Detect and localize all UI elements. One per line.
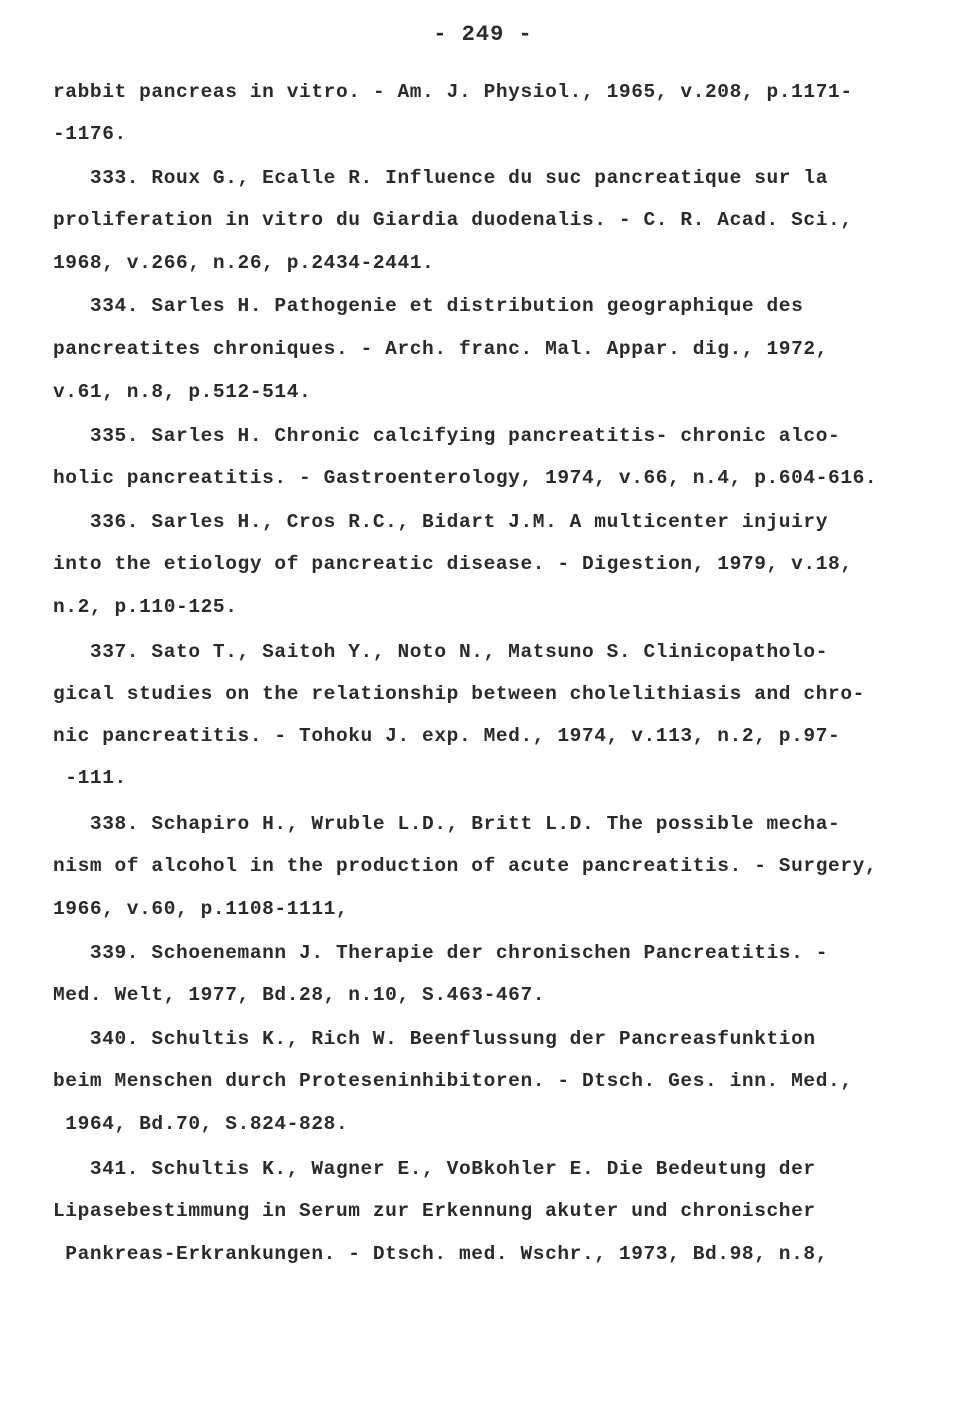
text-line: 1966, v.60, p.1108-1111, bbox=[53, 898, 349, 920]
text-line: into the etiology of pancreatic disease. - Digestion, 1979, v.18, bbox=[53, 553, 853, 575]
text-line: Pankreas-Erkrankungen. - Dtsch. med. Wschr., 1973, Bd.98, n.8, bbox=[53, 1243, 829, 1265]
text-line: 1964, Bd.70, S.824-828. bbox=[53, 1113, 349, 1135]
text-line: Med. Welt, 1977, Bd.28, n.10, S.463-467. bbox=[53, 984, 546, 1006]
text-line: proliferation in vitro du Giardia duodenalis. - C. R. Acad. Sci., bbox=[53, 209, 853, 231]
text-line: v.61, n.8, p.512-514. bbox=[53, 381, 312, 403]
text-line: gical studies on the relationship between cholelithiasis and chro- bbox=[53, 683, 865, 705]
text-line: -1176. bbox=[53, 123, 127, 145]
page-number: - 249 - bbox=[433, 22, 533, 47]
text-line: n.2, p.110-125. bbox=[53, 596, 238, 618]
text-line: 335. Sarles H. Chronic calcifying pancreatitis- chronic alco- bbox=[53, 425, 841, 447]
text-line: 341. Schultis K., Wagner E., VoBkohler E. Die Bedeutung der bbox=[53, 1158, 816, 1180]
text-line: nic pancreatitis. - Tohoku J. exp. Med., 1974, v.113, n.2, p.97- bbox=[53, 725, 841, 747]
text-line: pancreatites chroniques. - Arch. franc. Mal. Appar. dig., 1972, bbox=[53, 338, 829, 360]
text-line: 1968, v.266, n.26, p.2434-2441. bbox=[53, 252, 435, 274]
text-line: 339. Schoenemann J. Therapie der chronischen Pancreatitis. - bbox=[53, 942, 829, 964]
text-line: beim Menschen durch Proteseninhibitoren. - Dtsch. Ges. inn. Med., bbox=[53, 1070, 853, 1092]
text-line: 336. Sarles H., Cros R.C., Bidart J.M. A multicenter injuiry bbox=[53, 511, 829, 533]
text-line: 337. Sato T., Saitoh Y., Noto N., Matsuno S. Clinicopatholo- bbox=[53, 641, 829, 663]
text-line: Lipasebestimmung in Serum zur Erkennung akuter und chronischer bbox=[53, 1200, 816, 1222]
text-line: nism of alcohol in the production of acute pancreatitis. - Surgery, bbox=[53, 855, 878, 877]
text-line: 340. Schultis K., Rich W. Beenflussung der Pancreasfunktion bbox=[53, 1028, 816, 1050]
text-line: holic pancreatitis. - Gastroenterology, 1974, v.66, n.4, p.604-616. bbox=[53, 467, 878, 489]
text-line: 334. Sarles H. Pathogenie et distribution geographique des bbox=[53, 295, 804, 317]
text-line: -111. bbox=[53, 767, 127, 789]
text-line: 333. Roux G., Ecalle R. Influence du suc pancreatique sur la bbox=[53, 167, 829, 189]
text-line: 338. Schapiro H., Wruble L.D., Britt L.D. The possible mecha- bbox=[53, 813, 841, 835]
text-line: rabbit pancreas in vitro. - Am. J. Physiol., 1965, v.208, p.1171- bbox=[53, 81, 853, 103]
